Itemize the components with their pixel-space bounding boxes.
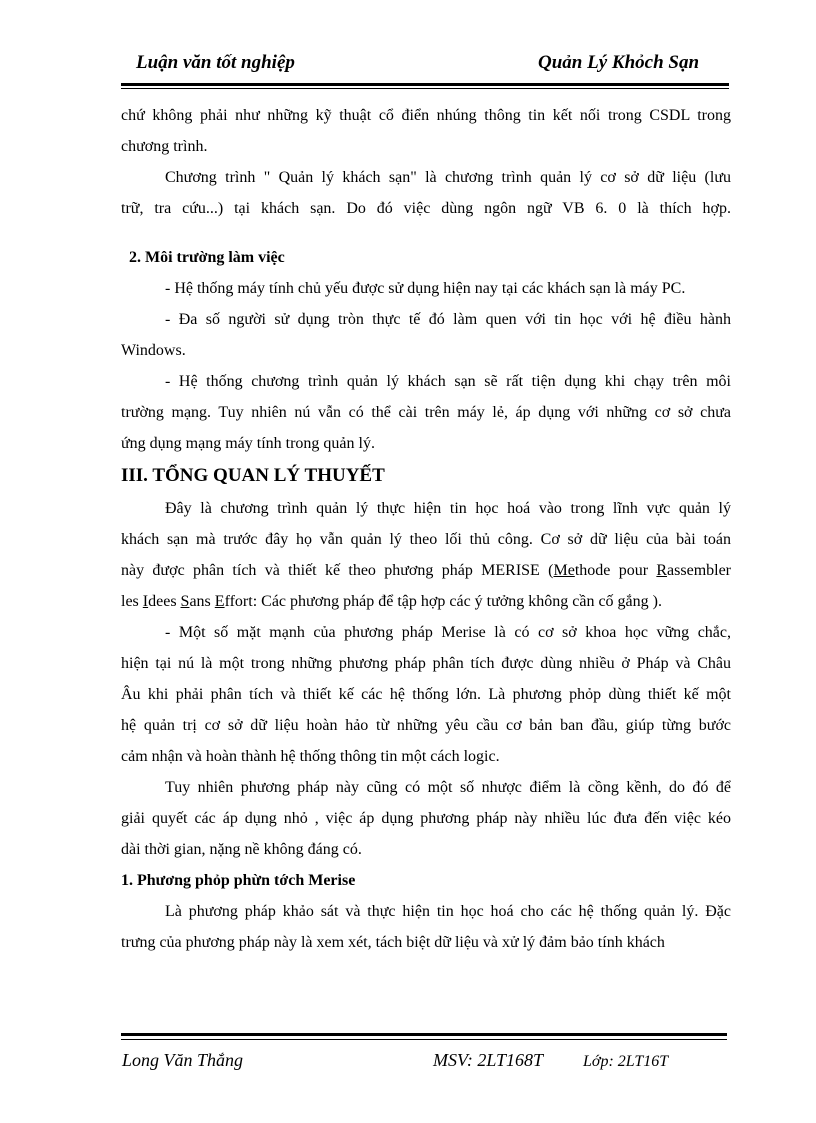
footer-rule-thick: [121, 1033, 727, 1036]
header-thesis-title: Luận văn tốt nghiệp: [136, 52, 295, 73]
text-run: les: [121, 593, 143, 610]
header-rule-thin: [121, 88, 729, 89]
footer-author: Long Văn Thắng: [122, 1050, 244, 1070]
footer-rule-thin: [121, 1039, 727, 1040]
paragraph-line: Là phương pháp khảo sát và thực hiện tin học hoá cho các hệ thống quản lý. Đặc: [165, 903, 731, 920]
underlined-initial: I: [142, 593, 149, 610]
paragraph-line: Âu khi phải phân tích và thiết kế các hệ thống lớn. Là phương phỏp dùng thiết kế một: [121, 686, 731, 703]
paragraph-line: - Hệ thống chương trình quản lý khách sạn sẽ rất tiện dụng khi chạy trên môi: [165, 373, 731, 390]
paragraph-line: - Một số mặt mạnh của phương pháp Merise là có cơ sở khoa học vững chắc,: [165, 624, 731, 641]
text-run: dees: [148, 593, 181, 610]
chapter-heading-theory: III. TỔNG QUAN LÝ THUYẾT: [121, 465, 385, 486]
paragraph-line: khách sạn mà trước đây họ vẫn quản lý theo lối thủ công. Cơ sở dữ liệu của bài toán: [121, 531, 731, 548]
paragraph-line: - Hệ thống máy tính chủ yếu được sử dụng hiện nay tại các khách sạn là máy PC.: [165, 280, 686, 297]
text-run: assembler: [667, 562, 732, 579]
paragraph-line: ứng dụng mạng máy tính trong quản lý.: [121, 435, 375, 452]
underlined-initial: R: [656, 562, 668, 579]
text-run: này được phân tích và thiết kế theo phương pháp MERISE (: [121, 562, 554, 579]
paragraph-line: dài thời gian, nặng nề không đáng có.: [121, 841, 362, 858]
paragraph-line: trường mạng. Tuy nhiên nú vẫn có thể cài trên máy lẻ, áp dụng với những cơ sở chưa: [121, 404, 731, 421]
underlined-initial: Me: [553, 562, 575, 579]
paragraph-line: hiện tại nú là một trong những phương pháp phân tích được dùng nhiều ở Pháp và Châu: [121, 655, 731, 672]
paragraph-line: [121, 586, 731, 617]
paragraph-line: cảm nhận và hoàn thành hệ thống thông tin một cách logic.: [121, 748, 500, 765]
paragraph-line: Windows.: [121, 342, 186, 359]
header-rule-thick: [121, 83, 729, 86]
section-heading-merise: 1. Phương phỏp phừn tớch Merise: [121, 872, 356, 889]
paragraph-line: trữ, tra cứu...) tại khách sạn. Do đó việc dùng ngôn ngữ VB 6. 0 là thích hợp.: [121, 200, 731, 217]
paragraph-line: Chương trình " Quản lý khách sạn" là chương trình quản lý cơ sở dữ liệu (lưu: [165, 169, 731, 186]
section-heading-environment: 2. Môi trường làm việc: [129, 249, 285, 266]
footer-class: Lớp: 2LT16T: [583, 1053, 669, 1070]
footer-student-id: MSV: 2LT168T: [433, 1050, 543, 1070]
underlined-initial: E: [214, 593, 225, 610]
paragraph-line: trưng của phương pháp này là xem xét, tách biệt dữ liệu và xử lý đảm bảo tính khách: [121, 934, 665, 951]
paragraph-line: Đây là chương trình quản lý thực hiện tin học hoá vào trong lĩnh vực quản lý: [165, 500, 731, 517]
paragraph-line: giải quyết các áp dụng nhỏ , việc áp dụng phương pháp này nhiều lúc đưa đến việc kéo: [121, 810, 731, 827]
paragraph-line: - Đa số người sử dụng tròn thực tế đó làm quen với tin học với hệ điều hành: [165, 311, 731, 328]
document-body: [121, 100, 731, 958]
spacer: [121, 224, 731, 242]
underlined-initial: S: [180, 593, 190, 610]
paragraph-line: [121, 555, 731, 586]
text-run: ffort: Các phương pháp để tập hợp các ý tưởng không cần cố gắng ).: [224, 593, 662, 610]
text-run: ans: [189, 593, 215, 610]
paragraph-line: hệ quản trị cơ sở dữ liệu hoàn hảo từ những yêu cầu cơ bản ban đầu, giúp từng bước: [121, 717, 731, 734]
text-run: thode pour: [574, 562, 657, 579]
paragraph-line: chương trình.: [121, 138, 208, 155]
paragraph-line: chứ không phải như những kỹ thuật cổ điển nhúng thông tin kết nối trong CSDL trong: [121, 107, 731, 124]
paragraph-line: Tuy nhiên phương pháp này cũng có một số nhược điểm là cồng kềnh, do đó để: [165, 779, 731, 796]
header-project-title: Quản Lý Khỏch Sạn: [538, 52, 700, 73]
